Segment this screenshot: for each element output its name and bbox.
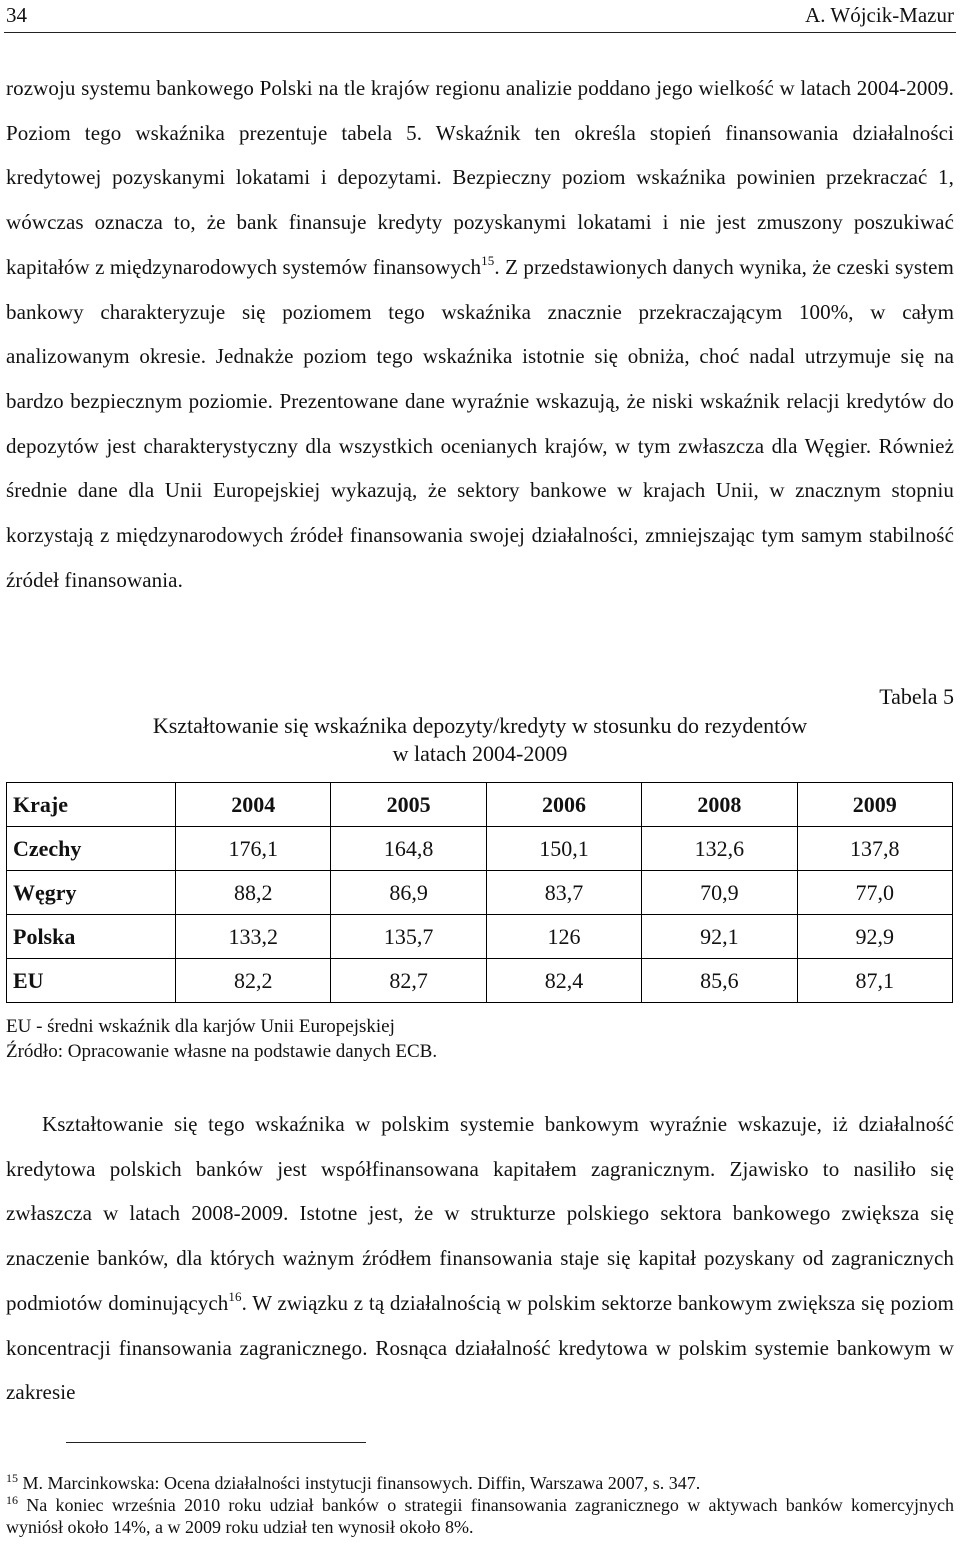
- row-header: EU: [7, 959, 176, 1003]
- column-header: 2004: [176, 783, 331, 827]
- running-head-author: A. Wójcik-Mazur: [805, 3, 954, 27]
- table-label: Tabela 5: [879, 684, 954, 709]
- footnote-text: M. Marcinkowska: Ocena działalności instytucji finansowych. Diffin, Warszawa 2007, s. 347.: [18, 1473, 701, 1493]
- table-row: [7, 959, 953, 1003]
- table-row: [7, 871, 953, 915]
- header-rule: [4, 32, 956, 33]
- table-cell: 85,6: [642, 959, 797, 1003]
- footnote: [6, 1494, 954, 1538]
- table-cell: 126: [486, 915, 641, 959]
- table-cell: 137,8: [797, 827, 952, 871]
- column-header: 2008: [642, 783, 797, 827]
- footnote-number: 15: [6, 1471, 18, 1485]
- table-cell: 133,2: [176, 915, 331, 959]
- table-title-line-2: w latach 2004-2009: [392, 741, 568, 766]
- paragraph-text: Kształtowanie się tego wskaźnika w polskim systemie bankowym wyraźnie wskazuje, iż działalność kredytowa polskich banków jest współfinansowana kapitałem zagranicznym. Zjawisko to nasiliło się zwłaszcza w latach 2008-2009. Istotne jest, że w strukturze polskiego sektora bankowego zwiększa się znaczenie banków, dla których ważnym źródłem finansowania staje się kapitał pozyskany od zagranicznych podmiotów dominujących: [6, 1112, 954, 1315]
- table-title: [0, 712, 960, 768]
- table-cell: 82,2: [176, 959, 331, 1003]
- row-header: Węgry: [7, 871, 176, 915]
- table-cell: 150,1: [486, 827, 641, 871]
- table-cell: 164,8: [331, 827, 486, 871]
- footnote-number: 16: [6, 1493, 18, 1507]
- table-cell: 92,9: [797, 915, 952, 959]
- column-header: Kraje: [7, 783, 176, 827]
- data-table: [6, 782, 953, 1003]
- row-header: Czechy: [7, 827, 176, 871]
- column-header: 2005: [331, 783, 486, 827]
- table-cell: 86,9: [331, 871, 486, 915]
- table-cell: 77,0: [797, 871, 952, 915]
- page-number: 34: [6, 3, 27, 27]
- paragraph-text: . W związku z tą działalnością w polskim sektorze bankowym zwiększa się poziom koncentracji finansowania zagranicznego. Rosnąca działalność kredytowa w polskim systemie bankowym w zakresie: [6, 1290, 954, 1405]
- table-cell: 132,6: [642, 827, 797, 871]
- table-source: Źródło: Opracowanie własne na podstawie danych ECB.: [6, 1041, 438, 1062]
- body-paragraph-1: [6, 66, 954, 602]
- table-row: [7, 827, 953, 871]
- footnote-rule: [66, 1442, 366, 1443]
- table-note: EU - średni wskaźnik dla karjów Unii Europejskiej: [6, 1016, 395, 1037]
- table-cell: 82,4: [486, 959, 641, 1003]
- running-header: [6, 2, 954, 30]
- table-header-row: [7, 783, 953, 827]
- table-cell: 87,1: [797, 959, 952, 1003]
- table-cell: 83,7: [486, 871, 641, 915]
- row-header: Polska: [7, 915, 176, 959]
- body-paragraph-2: [6, 1102, 954, 1415]
- column-header: 2006: [486, 783, 641, 827]
- table-row: [7, 915, 953, 959]
- paragraph-text: rozwoju systemu bankowego Polski na tle krajów regionu analizie poddano jego wielkość w latach 2004-2009. Poziom tego wskaźnika prezentuje tabela 5. Wskaźnik ten określa stopień finansowania działalności kredytowej pozyskanymi lokatami i depozytami. Bezpieczny poziom wskaźnika powinien przekraczać 1, wówczas oznacza to, że bank finansuje kredyty pozyskanymi lokatami i nie jest zmuszony poszukiwać kapitałów z międzynarodowych systemów finansowych: [6, 76, 954, 279]
- table-cell: 135,7: [331, 915, 486, 959]
- footnote-ref[interactable]: 15: [481, 252, 495, 268]
- footnote-ref[interactable]: 16: [228, 1288, 242, 1304]
- footnote: [6, 1472, 954, 1494]
- table-notes: [6, 1014, 437, 1064]
- table-cell: 176,1: [176, 827, 331, 871]
- table-cell: 92,1: [642, 915, 797, 959]
- table-cell: 82,7: [331, 959, 486, 1003]
- footnotes: [6, 1472, 954, 1538]
- paragraph-text: . Z przedstawionych danych wynika, że czeski system bankowy charakteryzuje się poziomem tego wskaźnika znacznie przekraczającym 100%, w całym analizowanym okresie. Jednakże poziom tego wskaźnika istotnie się obniża, choć nadal utrzymuje się na bardzo bezpiecznym poziomie. Prezentowane dane wyraźnie wskazują, że niski wskaźnik relacji kredytów do depozytów jest charakterystyczny dla wszystkich ocenianych krajów, w tym zwłaszcza dla Węgier. Również średnie dane dla Unii Europejskiej wykazują, że sektory bankowe w krajach Unii, w znacznym stopniu korzystają z międzynarodowych źródeł finansowania swojej działalności, zmniejszając tym samym stabilność źródeł finansowania.: [6, 254, 954, 592]
- table-title-line-1: Kształtowanie się wskaźnika depozyty/kredyty w stosunku do rezydentów: [152, 713, 808, 738]
- table-cell: 88,2: [176, 871, 331, 915]
- table-cell: 70,9: [642, 871, 797, 915]
- footnote-text: Na koniec września 2010 roku udział banków o strategii finansowania zagranicznego w aktywach banków komercyjnych wyniósł około 14%, a w 2009 roku udział ten wynosił około 8%.: [6, 1495, 954, 1537]
- column-header: 2009: [797, 783, 952, 827]
